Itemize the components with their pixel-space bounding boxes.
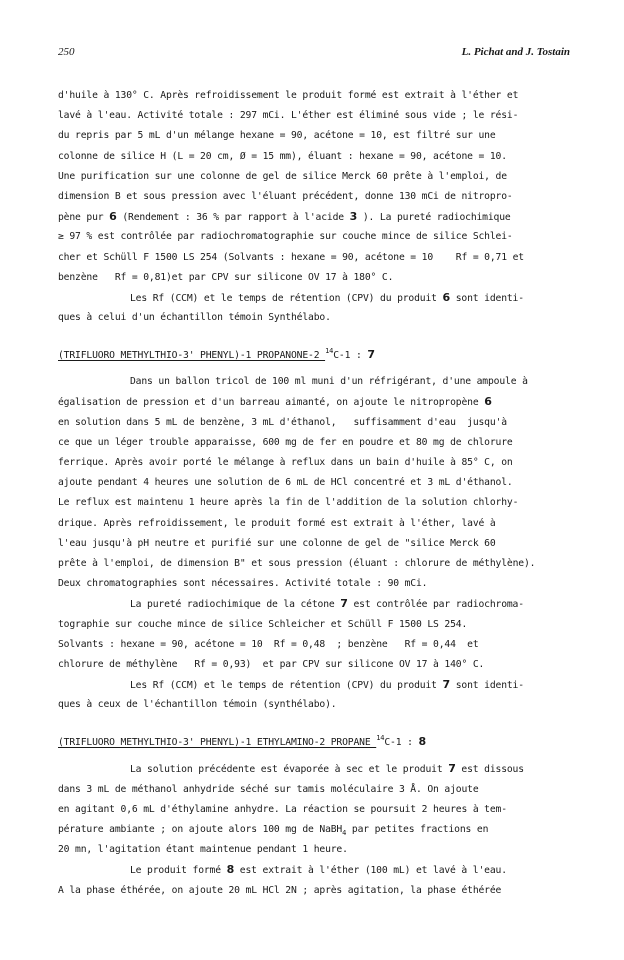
- heading-text: (TRIFLUORO METHYLTHIO-3' PHENYL)-1 ETHYLAMINO-2 PROPANE: [58, 737, 377, 749]
- text-line: Le reflux est maintenu 1 heure après la fin de l'addition de la solution chlorhy-: [58, 497, 519, 509]
- heading-label: C-1: [384, 737, 402, 749]
- heading-text: (TRIFLUORO METHYLTHIO-3' PHENYL)-1 PROPANONE-2: [58, 350, 326, 362]
- text-span: ). La pureté radiochimique: [357, 212, 511, 224]
- spacer: [58, 715, 570, 731]
- compound-number: 3: [349, 210, 358, 224]
- text-line: du repris par 5 mL d'un mélange hexane = 90, acétone = 10, est filtré sur une: [58, 130, 496, 142]
- text-line: Une purification sur une colonne de gel de silice Merck 60 prête à l'emploi, de: [58, 170, 507, 182]
- text-line: colonne de silice H (L = 20 cm, Ø = 15 mm), éluant : hexane = 90, acétone = 10.: [58, 150, 507, 162]
- text-span: est dissous: [455, 764, 524, 776]
- text-span: :: [401, 737, 419, 749]
- heading-label: C-1: [333, 350, 351, 362]
- running-header: [58, 46, 570, 62]
- text-span: égalisation de pression et d'un barreau aimanté, on ajoute le nitropropène: [58, 397, 485, 409]
- isotope-superscript: 14: [376, 734, 385, 743]
- compound-number: 8: [226, 863, 235, 877]
- compound-number: 7: [442, 678, 451, 692]
- text-line: dans 3 mL de méthanol anhydride séché sur tamis moléculaire 3 Å. On ajoute: [58, 783, 479, 795]
- text-line: [58, 392, 570, 412]
- text-line: [58, 288, 570, 308]
- text-span: La solution précédente est évaporée à sec et le produit: [130, 764, 449, 776]
- text-line: en solution dans 5 mL de benzène, 3 mL d'éthanol, suffisamment d'eau jusqu'à: [58, 416, 507, 428]
- text-span: pène pur: [58, 212, 110, 224]
- text-line: cher et Schüll F 1500 LS 254 (Solvants : hexane = 90, acétone = 10 Rf = 0,71 et: [58, 251, 524, 263]
- text-span: La pureté radiochimique de la cétone: [130, 599, 341, 611]
- page-number: 250: [58, 46, 75, 58]
- text-line: chlorure de méthylène Rf = 0,93) et par CPV sur silicone OV 17 à 140° C.: [58, 658, 485, 670]
- text-span: pérature ambiante ; on ajoute alors 100 mg de NaBH: [58, 824, 343, 835]
- text-line: [58, 594, 570, 614]
- text-line: d'huile à 130° C. Après refroidissement le produit formé est extrait à l'éther et: [58, 90, 519, 101]
- text-line: prête à l'emploi, de dimension B" et sous pression (éluant : chlorure de méthylène).: [58, 557, 536, 569]
- text-line: tographie sur couche mince de silice Schleicher et Schüll F 1500 LS 254.: [58, 618, 468, 630]
- text-line: 20 mn, l'agitation étant maintenue pendant 1 heure.: [58, 844, 348, 856]
- compound-number: 7: [367, 348, 375, 362]
- subscript: 4: [342, 829, 347, 837]
- spacer: [58, 328, 570, 344]
- text-line: dimension B et sous pression avec l'éluant précédent, donne 130 mCi de nitropro-: [58, 190, 513, 202]
- text-line: ajoute pendant 4 heures une solution de 6 mL de HCl concentré et 3 mL d'éthanol.: [58, 477, 513, 489]
- text-line: A la phase éthérée, on ajoute 20 mL HCl 2N ; après agitation, la phase éthérée: [58, 884, 502, 896]
- text-line: lavé à l'eau. Activité totale : 297 mCi. L'éther est éliminé sous vide ; le rési-: [58, 110, 519, 122]
- compound-number: 6: [109, 210, 117, 224]
- text-line: Dans un ballon tricol de 100 ml muni d'un réfrigérant, d'une ampoule à: [130, 376, 528, 388]
- text-line: en agitant 0,6 mL d'éthylamine anhydre. La réaction se poursuit 2 heures à tem-: [58, 803, 507, 815]
- text-line: [58, 820, 570, 840]
- text-line: ce que un léger trouble apparaisse, 600 mg de fer en poudre et 80 mg de chlorure: [58, 436, 513, 448]
- compound-number: 8: [418, 735, 426, 749]
- text-span: Les Rf (CCM) et le temps de rétention (CPV) du produit: [130, 292, 443, 304]
- text-span: est extrait à l'éther (100 mL) et lavé à l'eau.: [234, 865, 507, 877]
- text-line: [58, 675, 570, 695]
- text-span: sont identi-: [450, 292, 524, 304]
- compound-number: 7: [448, 762, 456, 776]
- text-line: [58, 207, 570, 227]
- text-line: l'eau jusqu'à pH neutre et purifié sur une colonne de gel de "silice Merck 60: [58, 537, 496, 549]
- compound-number: 6: [442, 290, 451, 304]
- text-line: benzène Rf = 0,81)et par CPV sur silicone OV 17 à 180° C.: [58, 271, 394, 283]
- text-span: par petites fractions en: [346, 824, 489, 835]
- text-span: (Rendement : 36 % par rapport à l'acide: [116, 212, 350, 224]
- article-body: [58, 86, 570, 901]
- text-line: ≥ 97 % est contrôlée par radiochromatographie sur couche mince de silice Schlei-: [58, 231, 513, 243]
- isotope-superscript: 14: [325, 347, 334, 356]
- text-span: est contrôlée par radiochroma-: [347, 599, 524, 611]
- text-line: ques à celui d'un échantillon témoin Synthélabo.: [58, 312, 331, 324]
- text-line: ques à ceux de l'échantillon témoin (synthélabo).: [58, 699, 337, 711]
- section-heading-8: [58, 731, 570, 753]
- text-line: ferrique. Après avoir porté le mélange à reflux dans un bain d'huile à 85° C, on: [58, 457, 513, 468]
- text-span: sont identi-: [450, 680, 524, 692]
- text-line: drique. Après refroidissement, le produit formé est extrait à l'éther, lavé à: [58, 517, 496, 529]
- text-line: [58, 759, 570, 779]
- text-span: :: [350, 350, 368, 362]
- compound-number: 7: [340, 597, 348, 611]
- author-names: L. Pichat and J. Tostain: [461, 46, 570, 58]
- text-line: Deux chromatographies sont nécessaires. Activité totale : 90 mCi.: [58, 578, 428, 590]
- text-span: Les Rf (CCM) et le temps de rétention (CPV) du produit: [130, 680, 443, 692]
- text-line: [58, 860, 570, 880]
- compound-number: 6: [484, 395, 492, 409]
- text-span: Le produit formé: [130, 865, 227, 877]
- section-heading-7: [58, 344, 570, 366]
- text-line: Solvants : hexane = 90, acétone = 10 Rf = 0,48 ; benzène Rf = 0,44 et: [58, 638, 479, 650]
